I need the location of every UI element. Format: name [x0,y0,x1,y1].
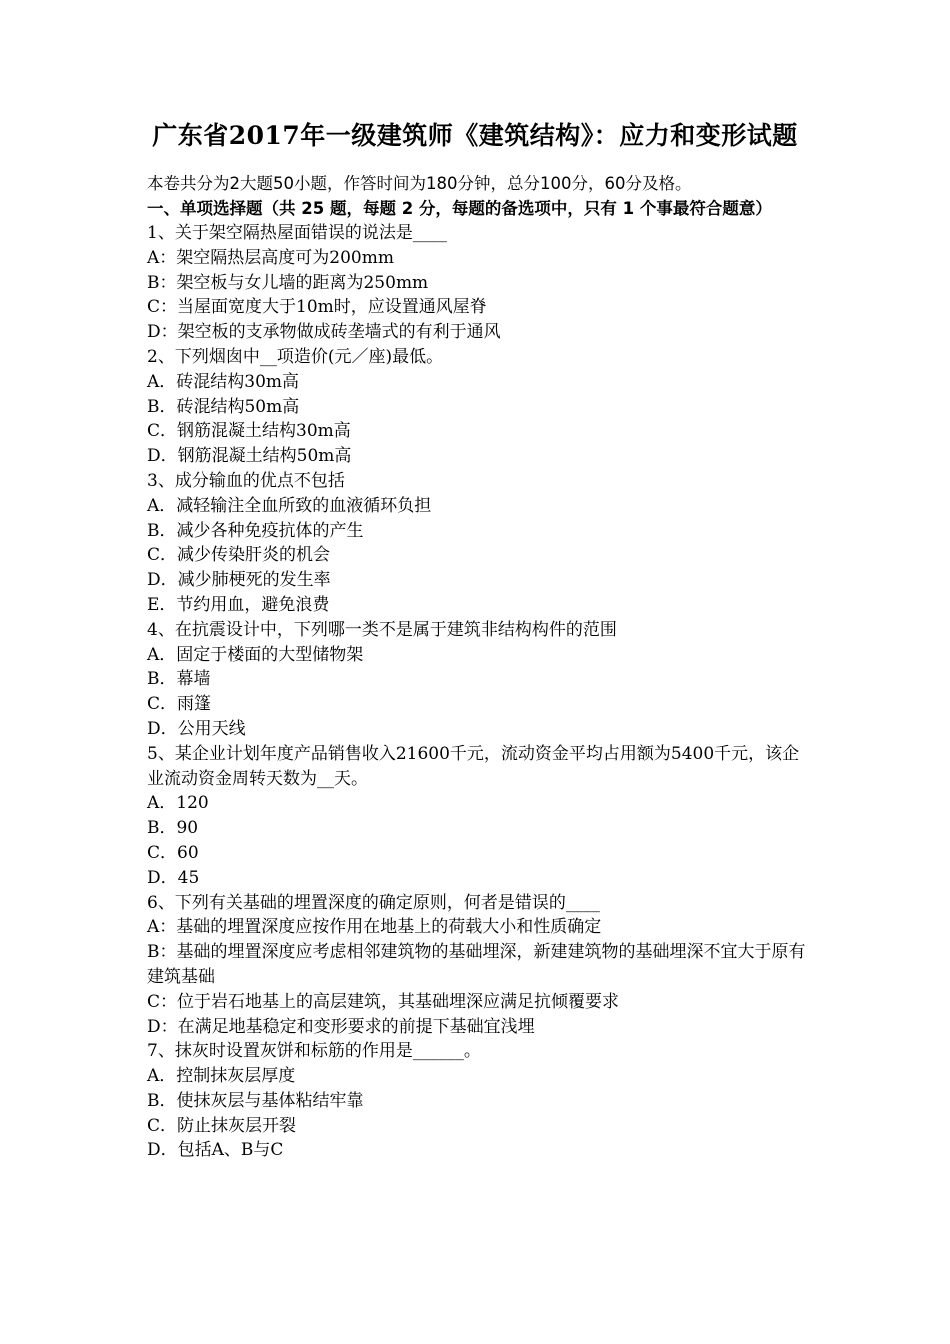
exam-intro: 本卷共分为2大题50小题，作答时间为180分钟，总分100分，60分及格。 [147,174,692,193]
question-option: A．固定于楼面的大型储物架 [147,644,364,665]
question-option: C．60 [147,842,199,863]
question-1 [147,221,815,345]
question-stem: 6、下列有关基础的埋置深度的确定原则，何者是错误的____ [147,892,600,913]
question-option: D．包括A、B与C [147,1140,284,1161]
question-4 [147,618,815,742]
question-option: B．砖混结构50m高 [147,396,300,417]
question-option: C．防止抹灰层开裂 [147,1115,297,1136]
question-option: D：架空板的支承物做成砖垄墙式的有利于通风 [147,322,501,343]
question-option: C：当屋面宽度大于10m时，应设置通风屋脊 [147,297,487,318]
question-option: B．减少各种免疫抗体的产生 [147,520,364,541]
question-option: D：在满足地基稳定和变形要求的前提下基础宜浅埋 [147,1016,535,1037]
question-stem: 2、下列烟囱中__项造价(元／座)最低。 [147,346,444,367]
question-3 [147,469,815,618]
question-option: A：架空隔热层高度可为200mm [147,247,394,268]
question-option: E．节约用血，避免浪费 [147,594,330,615]
question-6 [147,891,815,1040]
question-stem: 5、某企业计划年度产品销售收入21600千元，流动资金平均占用额为5400千元，该企业流动资金周转天数为__天。 [147,743,800,789]
question-option: C．雨篷 [147,694,212,715]
question-option: B：基础的埋置深度应考虑相邻建筑物的基础埋深，新建建筑物的基础埋深不宜大于原有建筑基础 [147,942,806,987]
question-option: D．钢筋混凝土结构50m高 [147,446,352,467]
question-option: A．砖混结构30m高 [147,371,300,392]
question-5 [147,742,815,891]
question-option: B．幕墙 [147,669,211,690]
question-stem: 7、抹灰时设置灰饼和标筋的作用是______。 [147,1041,481,1062]
question-option: D．减少肺梗死的发生率 [147,570,331,591]
question-option: A．减轻输注全血所致的血液循环负担 [147,495,432,516]
question-option: A：基础的埋置深度应按作用在地基上的荷载大小和性质确定 [147,917,602,938]
question-stem: 3、成分输血的优点不包括 [147,470,345,491]
question-stem: 4、在抗震设计中，下列哪一类不是属于建筑非结构构件的范围 [147,619,617,640]
question-option: C．钢筋混凝土结构30m高 [147,421,351,442]
question-option: A．控制抹灰层厚度 [147,1066,296,1087]
question-option: A．120 [147,793,209,814]
question-option: B：架空板与女儿墙的距离为250mm [147,272,429,293]
section-heading: 一、单项选择题（共 25 题，每题 2 分，每题的备选项中，只有 1 个事最符合题意） [147,198,772,218]
document-body [147,172,815,1163]
question-option: C：位于岩石地基上的高层建筑，其基础埋深应满足抗倾覆要求 [147,991,620,1012]
question-option: B．90 [147,818,199,839]
question-option: B．使抹灰层与基体粘结牢靠 [147,1090,364,1111]
document-title: 广东省2017年一级建筑师《建筑结构》：应力和变形试题 [152,121,798,150]
question-option: D．45 [147,867,200,888]
question-stem: 1、关于架空隔热屋面错误的说法是____ [147,223,447,243]
question-7 [147,1039,815,1163]
question-option: D．公用天线 [147,718,246,739]
question-2 [147,345,815,469]
question-option: C．减少传染肝炎的机会 [147,545,331,566]
